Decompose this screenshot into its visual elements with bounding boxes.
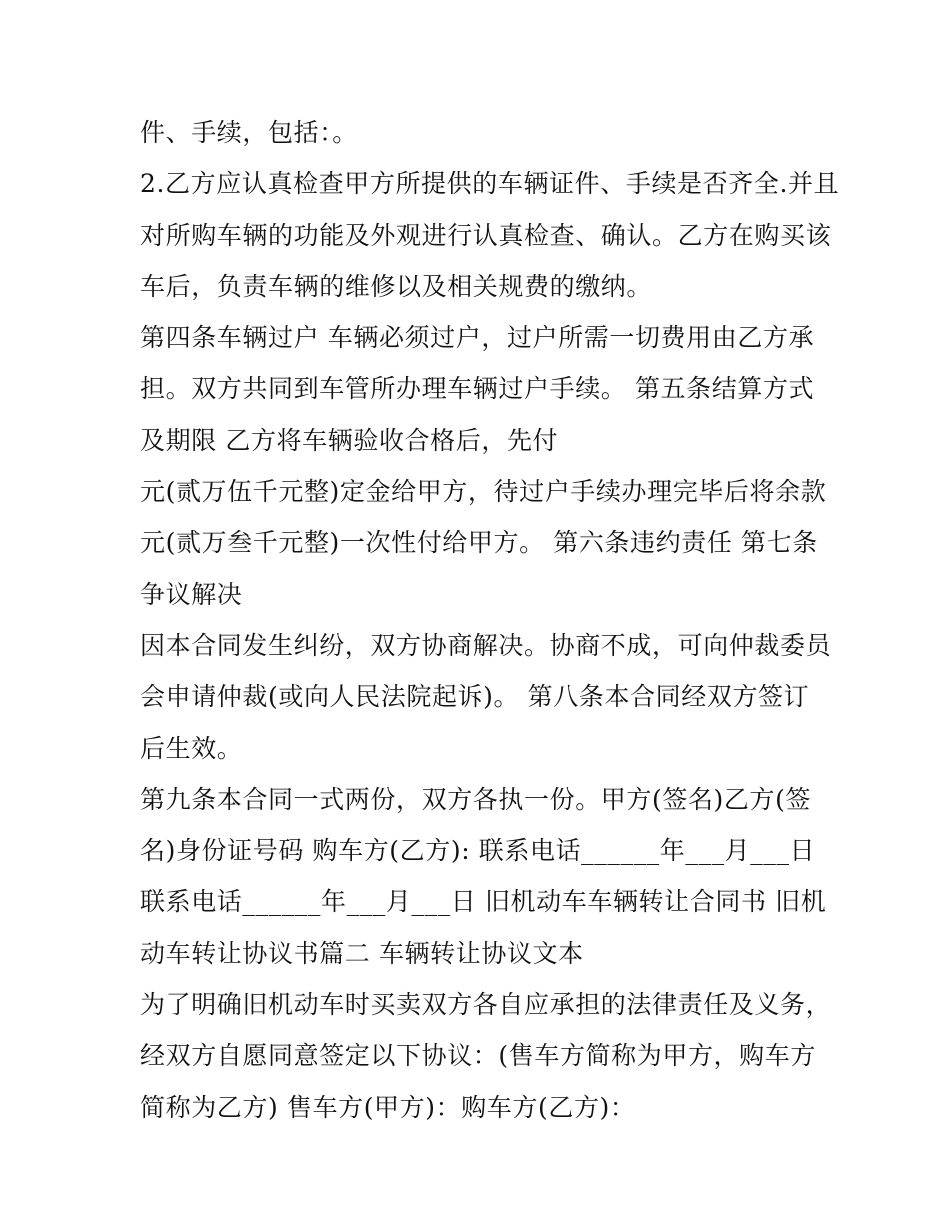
text-line: 第四条车辆过户 车辆必须过户，过户所需一切费用由乙方承 bbox=[140, 323, 815, 353]
text-line: 担。双方共同到车管所办理车辆过户手续。 第五条结算方式 bbox=[140, 374, 815, 404]
text-line: 元(贰万伍千元整)定金给甲方，待过户手续办理完毕后将余款 bbox=[140, 477, 827, 507]
text-line: 动车转让协议书篇二 车辆转让协议文本 bbox=[140, 938, 584, 968]
text-line: 元(贰万叁千元整)一次性付给甲方。 第六条违约责任 第七条 bbox=[140, 528, 818, 558]
text-line: 经双方自愿同意签定以下协议：(售车方简称为甲方，购车方 bbox=[140, 1041, 816, 1071]
text-line: 联系电话______年___月___日 旧机动车车辆转让合同书 旧机 bbox=[140, 887, 827, 917]
text-line: 件、手续，包括：。 bbox=[140, 118, 358, 147]
text-line: 争议解决 bbox=[140, 579, 243, 609]
text-line: 简称为乙方) 售车方(甲方)：购车方(乙方)： bbox=[140, 1092, 636, 1122]
text-line: 后生效。 bbox=[140, 733, 243, 763]
text-line: 车后，负责车辆的维修以及相关规费的缴纳。 bbox=[140, 271, 653, 301]
text-line: 名)身份证号码 购车方(乙方): 联系电话______年___月___日 bbox=[140, 836, 816, 866]
text-line: 及期限 乙方将车辆验收合格后，先付 bbox=[140, 425, 559, 455]
text-line: 为了明确旧机动车时买卖双方各自应承担的法律责任及义务， bbox=[140, 990, 832, 1020]
text-line: 第九条本合同一式两份，双方各执一份。甲方(签名)乙方(签 bbox=[140, 784, 812, 814]
text-line: 对所购车辆的功能及外观进行认真检查、确认。乙方在购买该 bbox=[140, 220, 832, 250]
text-line: 因本合同发生纠纷，双方协商解决。协商不成，可向仲裁委员 bbox=[140, 630, 832, 660]
text-line: 2.乙方应认真检查甲方所提供的车辆证件、手续是否齐全.并且 bbox=[140, 169, 840, 199]
text-line: 会申请仲裁(或向人民法院起诉)。 第八条本合同经双方签订 bbox=[140, 682, 810, 712]
document-body bbox=[140, 107, 840, 1133]
